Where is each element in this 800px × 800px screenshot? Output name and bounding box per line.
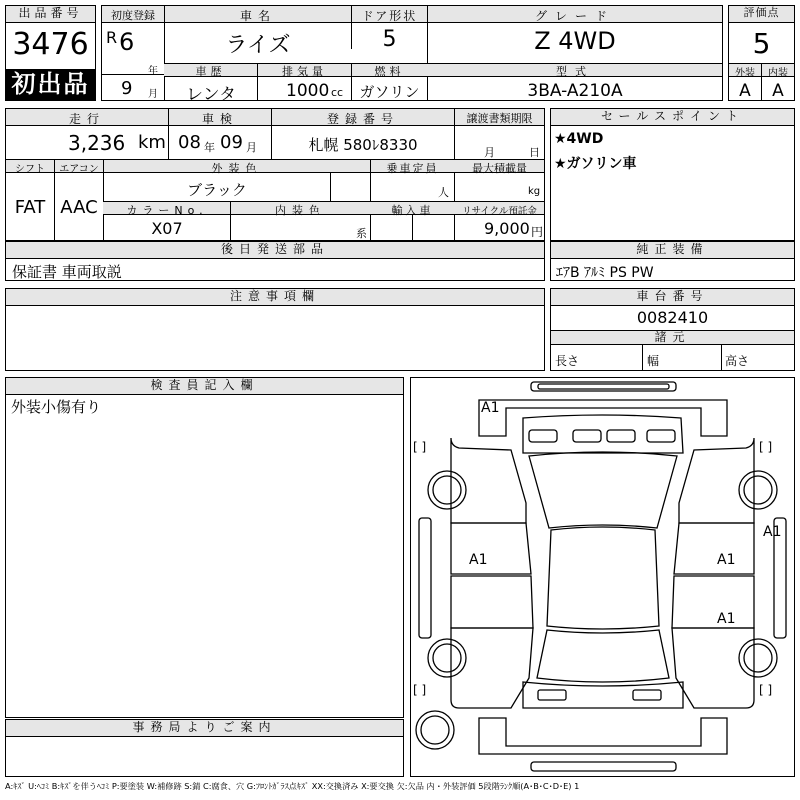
notes-box: [5, 288, 545, 371]
vehicle-info-table: [101, 5, 723, 105]
shift-value: FAT: [14, 197, 46, 218]
history-label: 車歴: [195, 65, 226, 78]
inspection-year: 08: [178, 132, 201, 153]
genuine-equipment-box: [550, 241, 795, 281]
inspector-box: [5, 377, 404, 718]
recycle-unit: 円: [531, 225, 544, 239]
damage-mark-front-bumper: A1: [481, 400, 500, 416]
mileage-unit: km: [138, 132, 166, 153]
genuine-label: 純正装備: [551, 242, 794, 259]
damage-mark-right-fender: A1: [763, 524, 782, 540]
int-color-label: 内装色: [275, 204, 326, 217]
genuine-value: ｴｱB ｱﾙﾐ PS PW: [556, 265, 654, 281]
bracket-front-left: [ ]: [413, 440, 427, 454]
color-no-value: X07: [151, 219, 183, 238]
later-parts-value: 保証書 車両取説: [12, 263, 122, 281]
transfer-month-unit: 月: [484, 146, 495, 159]
interior-label: 内装: [768, 68, 788, 79]
spec-length: 長さ: [555, 354, 580, 368]
first-reg-year-unit: 年: [148, 66, 158, 77]
grade-label: グレード: [534, 9, 615, 23]
chassis-box: [550, 288, 795, 371]
score-label: 評価点: [729, 6, 794, 23]
car-name-value: ライズ: [225, 33, 291, 58]
model-label: 型式: [556, 65, 594, 78]
sales-point-line-1: ★4WD: [554, 131, 604, 147]
door-label: ドア形状: [361, 9, 418, 23]
later-parts-label: 後日発送部品: [6, 242, 544, 259]
history-value: レンタ: [186, 85, 236, 105]
displacement-value: 1000: [286, 81, 330, 101]
inspection-label: 車検: [201, 112, 238, 126]
inspection-year-unit: 年: [204, 141, 215, 154]
damage-mark-right-rear-door: A1: [717, 552, 736, 568]
mileage-label: 走行: [68, 112, 105, 126]
aircon-value: AAC: [60, 197, 98, 218]
grade-value: Z 4WD: [534, 27, 616, 55]
inspector-label: 検査員記入欄: [6, 378, 403, 395]
inspection-month: 09: [220, 132, 243, 153]
interior-score: A: [772, 81, 784, 101]
score-box: [728, 5, 795, 101]
chassis-label: 車台番号: [551, 289, 794, 306]
bracket-rear-left: [ ]: [413, 683, 427, 697]
mileage-value: 3,236: [68, 131, 126, 155]
spec-label: 諸元: [551, 330, 794, 345]
spec-height: 高さ: [725, 354, 750, 368]
sales-points-box: [550, 108, 795, 241]
reg-number-label: 登録番号: [326, 112, 399, 126]
inspection-month-unit: 月: [246, 141, 257, 154]
model-value: 3BA-A210A: [527, 81, 623, 101]
lot-box: [5, 5, 96, 101]
ext-color-label: 外装色: [211, 162, 263, 175]
inspector-value: 外装小傷有り: [11, 398, 102, 416]
first-reg-label: 初度登録: [111, 9, 155, 22]
lot-number: 3476: [12, 27, 89, 62]
chassis-value: 0082410: [636, 308, 709, 327]
transfer-day-unit: 日: [529, 146, 540, 159]
import-label: 輸入車: [391, 204, 434, 217]
car-diagram-box: [410, 377, 795, 777]
aircon-label: エアコン: [59, 164, 99, 175]
car-name-label: 車名: [239, 9, 276, 23]
spec-width: 幅: [647, 354, 660, 368]
max-load-unit: kg: [528, 186, 541, 197]
office-label: 事務局よりご案内: [6, 720, 403, 737]
color-no-label: カラーNo.: [126, 204, 208, 217]
damage-mark-right-front-door: A1: [717, 611, 736, 627]
sales-points-label: セールスポイント: [551, 109, 794, 126]
office-box: [5, 719, 404, 777]
int-color-unit: 系: [356, 227, 367, 240]
capacity-unit: 人: [438, 186, 449, 199]
first-reg-era: R: [106, 28, 118, 47]
shift-label: シフト: [15, 164, 45, 175]
first-reg-year: 6: [119, 28, 135, 56]
fuel-value: ガソリン: [359, 83, 420, 101]
notes-label: 注意事項欄: [6, 289, 544, 306]
legend-text: A:ｷｽﾞ U:ﾍｺﾐ B:ｷｽﾞを伴うﾍｺﾐ P:要塗装 W:補修跡 S:錆 C:腐食、穴 G:ﾌﾛﾝﾄｶﾞﾗｽ点ｷｽﾞ XX:交換済み X:要交換 欠:欠品 内・外装評価 5段階ﾗﾝｸ順(A･B･C･D･E) 1: [5, 781, 580, 791]
recycle-value: 9,000: [484, 219, 530, 238]
displacement-label: 排気量: [282, 65, 327, 78]
fuel-label: 燃料: [374, 65, 405, 78]
sales-point-line-2: ★ガソリン車: [554, 156, 637, 172]
score-value: 5: [752, 27, 771, 60]
recycle-label: リサイクル預託金: [462, 206, 537, 217]
car-diagram: [411, 378, 794, 776]
ext-color-value: ブラック: [187, 181, 247, 199]
max-load-label: 最大積載量: [472, 162, 527, 175]
displacement-unit: cc: [331, 86, 344, 99]
damage-mark-left-rear-door: A1: [469, 552, 488, 568]
bracket-front-right: [ ]: [759, 440, 773, 454]
first-reg-month: 9: [121, 78, 133, 99]
transfer-label: 譲渡書類期限: [466, 112, 533, 125]
bracket-rear-right: [ ]: [759, 683, 773, 697]
lot-label: 出品番号: [6, 6, 95, 23]
first-reg-month-unit: 月: [148, 89, 158, 100]
later-parts-box: [5, 241, 545, 281]
exterior-label: 外装: [735, 68, 755, 79]
reg-number-value: 札幌 580ﾚ8330: [308, 136, 418, 154]
detail-table: [5, 108, 545, 241]
exterior-score: A: [739, 81, 751, 101]
capacity-label: 乗車定員: [386, 162, 439, 175]
first-listing-badge: 初出品: [6, 69, 95, 100]
door-value: 5: [382, 27, 397, 52]
